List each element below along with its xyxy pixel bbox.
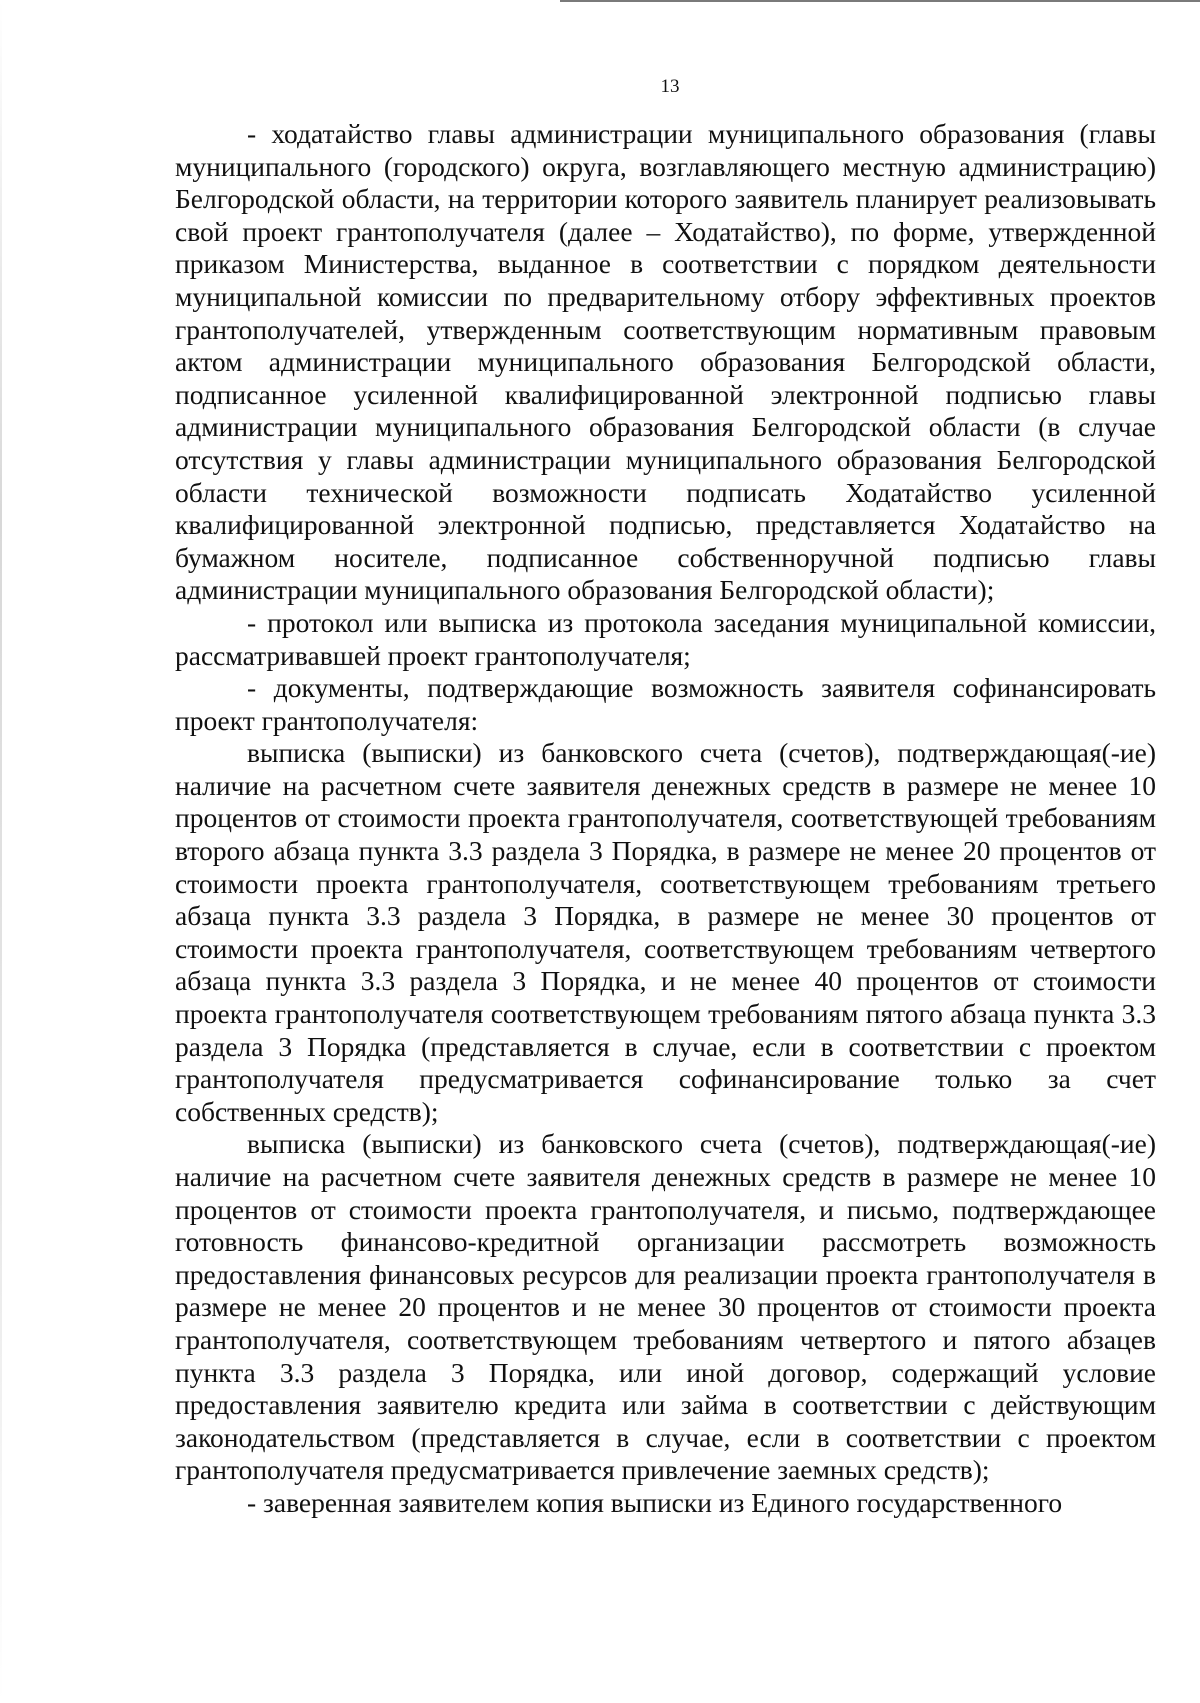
page-number: 13 bbox=[660, 76, 680, 97]
paragraph-register-extract: - заверенная заявителем копия выписки из Единого государственного bbox=[247, 1486, 1063, 1518]
document-body bbox=[175, 118, 1156, 1520]
paragraph-protocol: - протокол или выписка из протокола заседания муниципальной комиссии, рассматривавшей проект грантополучателя; bbox=[175, 606, 1156, 671]
top-edge-rule bbox=[560, 0, 1200, 2]
paragraph-bank-statement-own-funds: выписка (выписки) из банковского счета (счетов), подтверждающая(-ие) наличие на расчетном счете заявителя денежных средств в размере не менее 10 процентов от стоимости проекта грантополучателя, соответствующей требованиям второго абзаца пункта 3.3 раздела 3 Порядка, в размере не менее 20 процентов от стоимости проекта грантополучателя, соответствующем требованиям третьего абзаца пункта 3.3 раздела 3 Порядка, в размере не менее 30 процентов от стоимости проекта грантополучателя, соответствующем требованиям четвертого абзаца пункта 3.3 раздела 3 Порядка, и не менее 40 процентов от стоимости проекта грантополучателя соответствующем требованиям пятого абзаца пункта 3.3 раздела 3 Порядка (представляется в случае, если в соответствии с проектом грантополучателя предусматривается софинансирование только за счет собственных средств); bbox=[175, 737, 1156, 1127]
paragraph-petition: - ходатайство главы администрации муниципального образования (главы муниципального (городского) округа, возглавляющего местную администрацию) Белгородской области, на территории которого заявитель планирует реализовывать свой проект грантополучателя (далее – Ходатайство), по форме, утвержденной приказом Министерства, выданное в соответствии с порядком деятельности муниципальной комиссии по предварительному отбору эффективных проектов грантополучателей, утвержденным соответствующим нормативным правовым актом администрации муниципального образования Белгородской области, подписанное усиленной квалифицированной электронной подписью главы администрации муниципального образования Белгородской области (в случае отсутствия у главы администрации муниципального образования Белгородской области технической возможности подписать Ходатайство усиленной квалифицированной электронной подписью, представляется Ходатайство на бумажном носителе, подписанное собственноручной подписью главы администрации муниципального образования Белгородской области); bbox=[175, 118, 1156, 606]
paragraph-bank-statement-borrowed-funds: выписка (выписки) из банковского счета (счетов), подтверждающая(-ие) наличие на расчетном счете заявителя денежных средств в размере не менее 10 процентов от стоимости проекта грантополучателя, и письмо, подтверждающее готовность финансово-кредитной организации рассмотреть возможность предоставления финансовых ресурсов для реализации проекта грантополучателя в размере не менее 20 процентов и не менее 30 процентов от стоимости проекта грантополучателя, соответствующем требованиям четвертого и пятого абзацев пункта 3.3 раздела 3 Порядка, или иной договор, содержащий условие предоставления заявителю кредита или займа в соответствии с действующим законодательством (представляется в случае, если в соответствии с проектом грантополучателя предусматривается привлечение заемных средств); bbox=[175, 1128, 1156, 1486]
scan-left-edge bbox=[0, 0, 2, 1703]
paragraph-cofinancing-documents: - документы, подтверждающие возможность заявителя софинансировать проект грантополучателя: bbox=[175, 672, 1156, 736]
